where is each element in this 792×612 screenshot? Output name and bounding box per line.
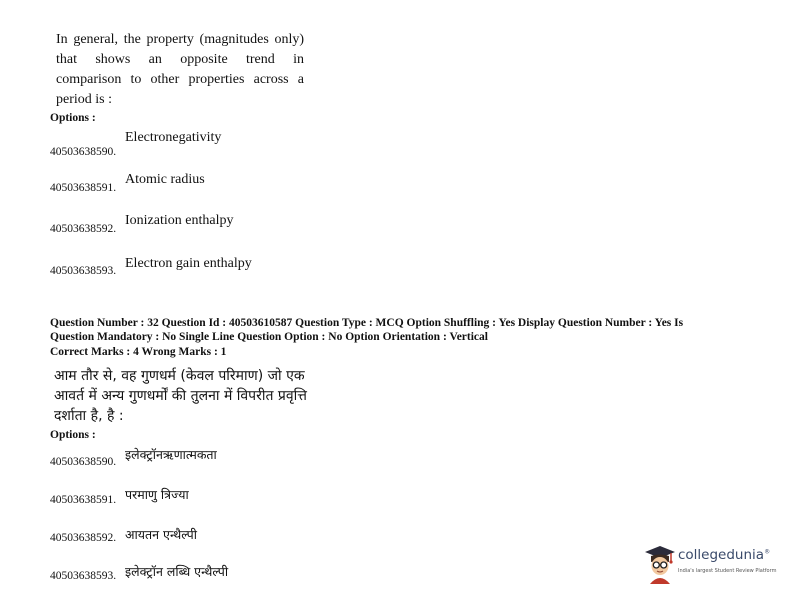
question-line: आवर्त में अन्य गुणधर्मों की तुलना में विपरीत प्रवृत्ति xyxy=(54,388,307,404)
option-id: 40503638593. xyxy=(50,265,117,277)
option-id: 40503638592. xyxy=(50,532,117,544)
option-id: 40503638590. xyxy=(50,456,117,468)
option-text: इलेक्ट्रॉन लब्धि एन्थैल्पी xyxy=(125,564,229,579)
question-text-en xyxy=(56,30,304,110)
question-line: that shows an opposite trend in xyxy=(56,52,304,67)
option-text: Electronegativity xyxy=(125,130,222,145)
option-text: आयतन एन्थैल्पी xyxy=(125,527,197,542)
graduate-mascot-icon xyxy=(644,544,676,584)
option-id: 40503638592. xyxy=(50,223,117,235)
question-line: In general, the property (magnitudes only) xyxy=(56,32,304,47)
question-marks: Correct Marks : 4 Wrong Marks : 1 xyxy=(50,346,227,358)
option-text: Electron gain enthalpy xyxy=(125,256,252,271)
logo-tagline: India's largest Student Review Platform xyxy=(678,568,777,574)
option-text: Ionization enthalpy xyxy=(125,213,234,228)
question-line: आम तौर से, वह गुणधर्म (केवल परिमाण) जो एक xyxy=(54,368,305,384)
collegedunia-logo xyxy=(644,544,784,586)
question-meta-line: Question Number : 32 Question Id : 40503610587 Question Type : MCQ Option Shuffling : Yes Display Question Number : Yes Is xyxy=(50,317,684,329)
question-line: दर्शाता है, है : xyxy=(54,408,124,424)
question-line: period is : xyxy=(56,92,112,107)
option-text: Atomic radius xyxy=(125,172,205,187)
option-id: 40503638591. xyxy=(50,494,117,506)
logo-wordmark: collegedunia xyxy=(678,547,765,563)
question-line: comparison to other properties across a xyxy=(56,72,304,87)
options-label: Options : xyxy=(50,112,96,124)
option-text: परमाणु त्रिज्या xyxy=(125,487,189,502)
trademark-mark: ® xyxy=(764,548,771,556)
options-label: Options : xyxy=(50,429,96,441)
option-id: 40503638590. xyxy=(50,146,117,158)
question-meta-line: Question Mandatory : No Single Line Question Option : No Option Orientation : Vertical xyxy=(50,331,488,343)
option-text: इलेक्ट्रॉनऋणात्मकता xyxy=(125,447,217,462)
question-text-hi xyxy=(54,366,307,426)
option-id: 40503638591. xyxy=(50,182,117,194)
option-id: 40503638593. xyxy=(50,570,117,582)
